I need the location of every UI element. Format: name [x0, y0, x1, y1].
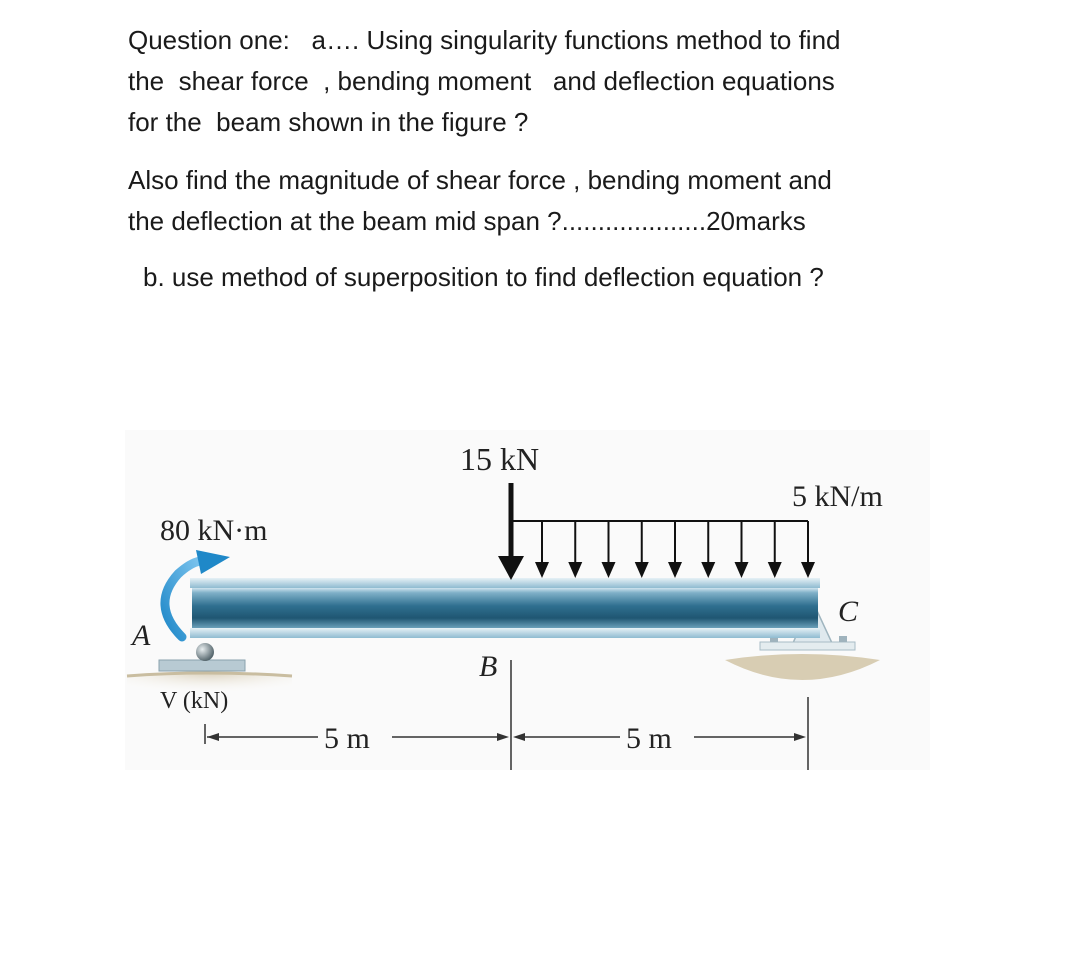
point-a-label: A: [132, 619, 151, 652]
span-bc-label: 5 m: [626, 722, 672, 755]
moment-label: 80 kN·m: [160, 514, 268, 547]
followup-line-2: the deflection at the beam mid span ?....................20marks: [128, 206, 806, 236]
bolt-right: [839, 636, 847, 642]
beam-bottom-flange: [190, 628, 820, 638]
roller-ball: [196, 643, 214, 661]
distributed-load-label: 5 kN/m: [792, 480, 883, 513]
point-c-label: C: [838, 595, 859, 628]
beam-web: [192, 588, 818, 628]
beam-top-flange: [190, 578, 820, 588]
part-b-line: b. use method of superposition to find deflection equation ?: [143, 262, 824, 292]
roller-plate: [159, 660, 245, 671]
pin-base: [760, 642, 855, 650]
v-kn-label: V (kN): [160, 688, 229, 714]
question-line-1: Question one: a…. Using singularity functions method to find: [128, 25, 841, 55]
question-line-3: for the beam shown in the figure ?: [128, 107, 529, 137]
followup-line-1: Also find the magnitude of shear force , bending moment and: [128, 165, 832, 195]
question-line-2: the shear force , bending moment and deflection equations: [128, 66, 835, 96]
span-ab-label: 5 m: [324, 722, 370, 755]
point-load-label: 15 kN: [460, 441, 540, 477]
point-b-label: B: [479, 650, 498, 683]
